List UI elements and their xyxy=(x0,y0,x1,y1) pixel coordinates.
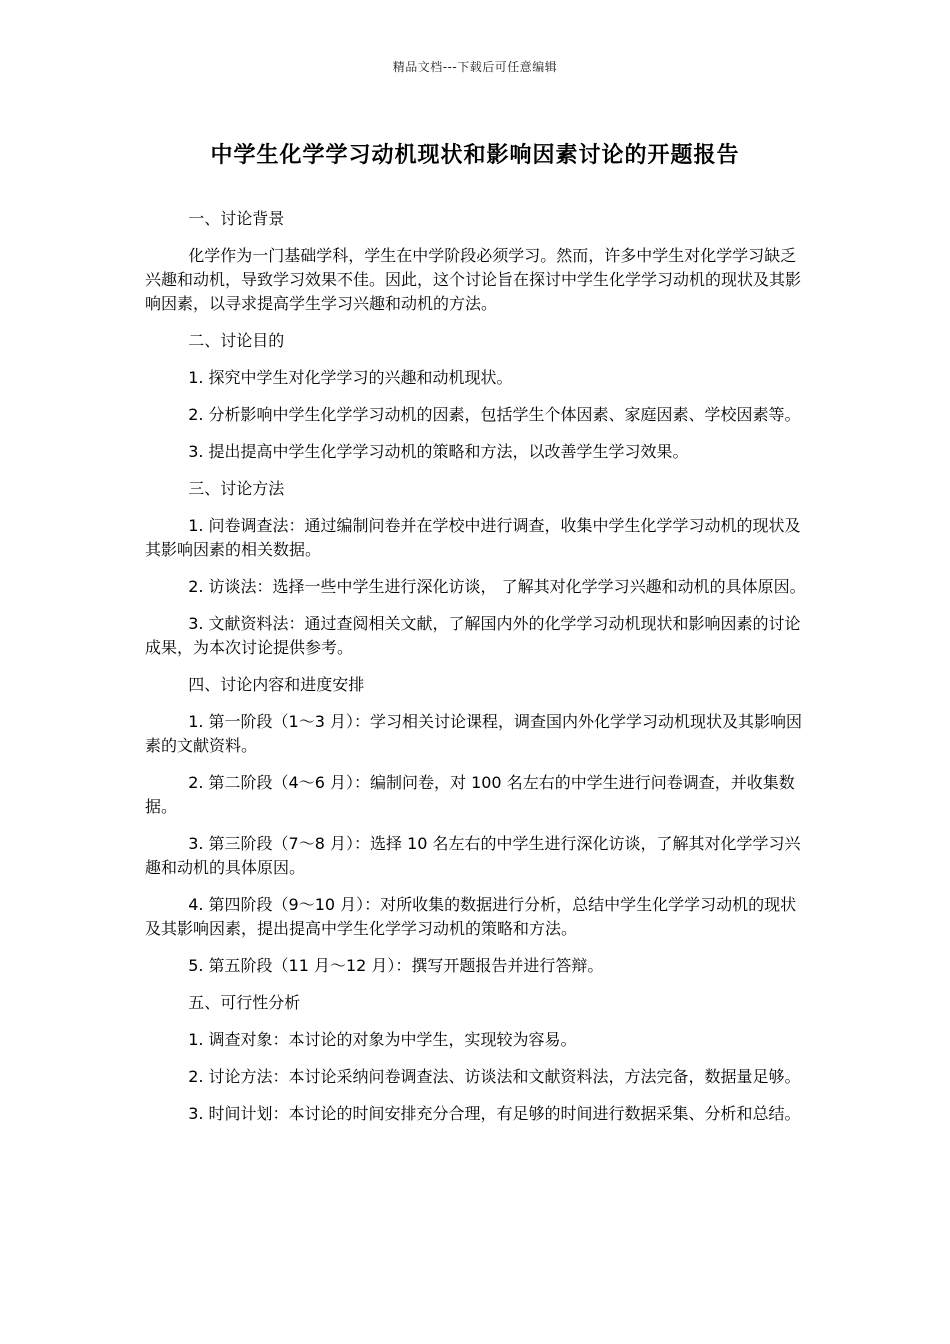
section-heading-feasibility: 五、可行性分析 xyxy=(188,993,301,1012)
document-body xyxy=(145,207,809,1139)
section-heading-purpose: 二、讨论目的 xyxy=(188,331,285,350)
method-item-3: 3. 文献资料法：通过查阅相关文献，了解国内外的化学学习动机现状和影响因素的讨论成果，为本次讨论提供参考。 xyxy=(145,614,801,657)
schedule-item-4: 4. 第四阶段（9～10 月）：对所收集的数据进行分析，总结中学生化学学习动机的现状及其影响因素，提出提高中学生化学学习动机的策略和方法。 xyxy=(145,895,797,938)
purpose-item-3: 3. 提出提高中学生化学学习动机的策略和方法，以改善学生学习效果。 xyxy=(188,442,689,461)
feasibility-item-3: 3. 时间计划：本讨论的时间安排充分合理，有足够的时间进行数据采集、分析和总结。 xyxy=(188,1104,801,1123)
paragraph-background: 化学作为一门基础学科，学生在中学阶段必须学习。然而，许多中学生对化学学习缺乏兴趣和动机，导致学习效果不佳。因此，这个讨论旨在探讨中学生化学学习动机的现状及其影响因素，以寻求提高学生学习兴趣和动机的方法。 xyxy=(145,246,802,313)
feasibility-item-1: 1. 调查对象：本讨论的对象为中学生，实现较为容易。 xyxy=(188,1030,577,1049)
section-heading-background: 一、讨论背景 xyxy=(188,209,285,228)
method-item-2: 2. 访谈法：选择一些中学生进行深化访谈， 了解其对化学学习兴趣和动机的具体原因。 xyxy=(188,577,806,596)
section-heading-schedule: 四、讨论内容和进度安排 xyxy=(188,675,365,694)
page-header: 精品文档---下载后可任意编辑 xyxy=(392,60,558,74)
feasibility-item-2: 2. 讨论方法：本讨论采纳问卷调查法、访谈法和文献资料法，方法完备，数据量足够。 xyxy=(188,1067,801,1086)
purpose-item-1: 1. 探究中学生对化学学习的兴趣和动机现状。 xyxy=(188,368,513,387)
schedule-item-3: 3. 第三阶段（7～8 月）：选择 10 名左右的中学生进行深化访谈，了解其对化学学习兴趣和动机的具体原因。 xyxy=(145,834,801,877)
schedule-item-5: 5. 第五阶段（11 月～12 月）：撰写开题报告并进行答辩。 xyxy=(188,956,604,975)
section-heading-methods: 三、讨论方法 xyxy=(188,479,285,498)
purpose-item-2: 2. 分析影响中学生化学学习动机的因素，包括学生个体因素、家庭因素、学校因素等。 xyxy=(188,405,801,424)
document-title: 中学生化学学习动机现状和影响因素讨论的开题报告 xyxy=(210,143,740,168)
schedule-item-2: 2. 第二阶段（4～6 月）：编制问卷，对 100 名左右的中学生进行问卷调查，并收集数据。 xyxy=(145,773,795,816)
method-item-1: 1. 问卷调查法：通过编制问卷并在学校中进行调查，收集中学生化学学习动机的现状及其影响因素的相关数据。 xyxy=(145,516,801,559)
schedule-item-1: 1. 第一阶段（1～3 月）：学习相关讨论课程，调查国内外化学学习动机现状及其影响因素的文献资料。 xyxy=(145,712,802,755)
